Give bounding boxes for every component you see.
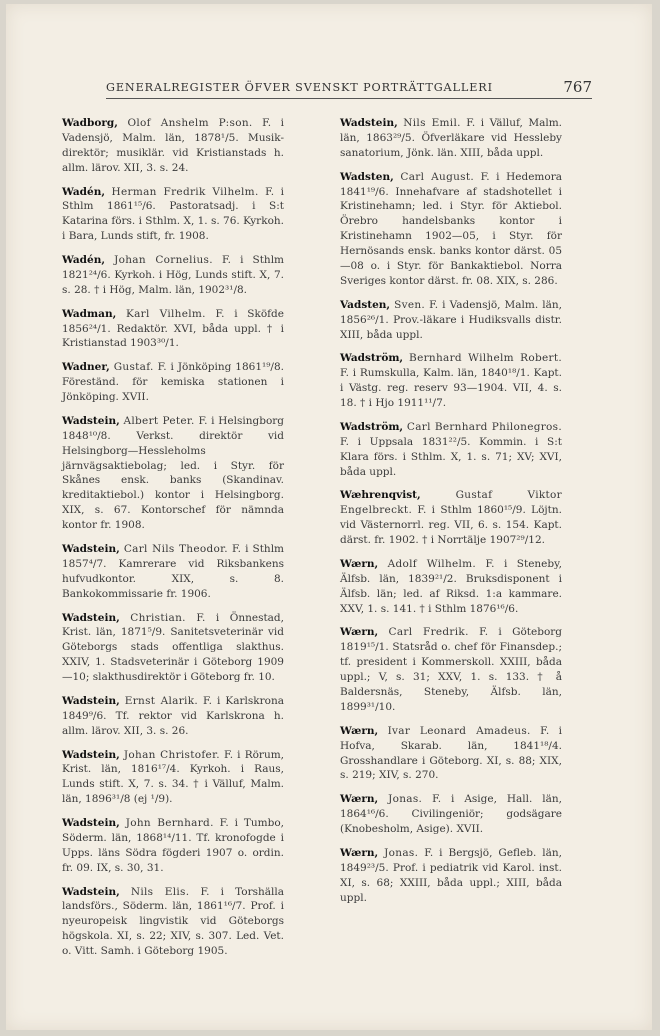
entry-details: F. i Vadensjö, Malm. län, 1856²⁶/1. Prov.-läkare i Hudiksvalls distr. XIII, båda uppl. xyxy=(340,298,562,341)
entry-details: F. i Sköfde 1856²⁴/1. Redaktör. XVI, båda uppl. † i Kristianstad 1903³⁰/1. xyxy=(62,307,284,350)
entry-given-names: Johan Cornelius. xyxy=(114,254,213,267)
register-entry xyxy=(62,360,284,405)
entry-surname: Wadman, xyxy=(62,307,117,320)
entry-details: F. i Välluf, Malm. län, 1863²⁹/5. Öfverläkare vid Hessleby sanatorium, Jönk. län. XIII, båda uppl. xyxy=(340,117,563,159)
register-entry xyxy=(62,185,284,245)
register-entry xyxy=(340,625,562,714)
register-entry xyxy=(340,116,562,161)
entry-surname: Wadstein, xyxy=(62,748,120,761)
entry-given-names: Adolf Wilhelm. xyxy=(387,557,477,570)
entry-details: F. i Asige, Hall. län, 1864¹⁶/6. Civilingeniör; godsägare (Knobesholm, Asige). XVII. xyxy=(340,793,562,836)
entry-given-names: Christian. xyxy=(130,611,186,624)
entry-details: F. i Karlskrona 1849⁹/6. Tf. rektor vid Karlskrona h. allm. lärov. XII, 3. s. 26. xyxy=(62,694,284,737)
register-entry xyxy=(340,170,562,289)
register-entry xyxy=(62,414,284,533)
entry-details: F. i Rörum, Krist. län, 1816¹⁷/4. Kyrkoh. i Raus, Lunds stift. X, 7. s. 34. † i Välluf, Malm. län, 1896³¹/8 (ej ¹/9). xyxy=(62,748,284,806)
entry-surname: Wadström, xyxy=(340,352,404,365)
header-title: GENERALREGISTER ÖFVER SVENSKT PORTRÄTTGALLERI xyxy=(106,81,493,94)
entry-surname: Wadstein, xyxy=(62,817,120,830)
entry-surname: Vadsten, xyxy=(340,298,391,311)
register-entry xyxy=(62,748,284,808)
register-entry xyxy=(340,298,562,343)
entry-surname: Wadstein, xyxy=(62,611,120,624)
entry-given-names: Ivar Leonard Amadeus. xyxy=(387,724,531,737)
entry-details: F. i Tumbo, Söderm. län, 1868¹⁴/11. Tf. kronofogde i Upps. läns Södra fögderi 1907 o. ordin. fr. 09. IX, s. 30, 31. xyxy=(62,817,285,874)
entry-details: F. i Steneby, Älfsb. län, 1839²¹/2. Bruksdisponent i Älfsb. län; led. af Riksd. 1:a kammare. XXV, 1. s. 141. † i Sthlm 1876¹⁶/6. xyxy=(340,557,562,615)
entry-given-names: Carl Fredrik. xyxy=(388,626,469,639)
register-entry xyxy=(340,846,562,906)
entry-surname: Wadström, xyxy=(340,420,404,433)
register-entry xyxy=(340,792,562,837)
entry-given-names: John Bernhard. xyxy=(125,817,214,830)
register-entry xyxy=(62,307,284,352)
register-entry xyxy=(62,611,284,686)
register-entry xyxy=(340,351,562,411)
entry-given-names: Nils Emil. xyxy=(403,117,461,129)
register-entry xyxy=(340,557,562,617)
entry-surname: Wærn, xyxy=(340,793,379,806)
entry-details: F. i Önnestad, Krist. län, 1871⁵/9. Sanitetsveterinär vid Göteborgs stads offentliga slakthus. XXIV, 1. Stadsveterinär i Göteborg 1909—10; slakthusdirektör i Göteborg fr. 10. xyxy=(62,611,284,684)
entry-surname: Wadner, xyxy=(62,361,110,374)
entry-details: F. i Hedemora 1841¹⁹/6. Innehafvare af stadshotellet i Kristinehamn; led. i Styr. för Aktiebol. Örebro handelsbanks kontor i Kristinehamn 1902—05, i Styr. för Hernösands ensk. banks kontor därst. 05—08 o. i Styr. för Bankaktiebol. Norra Sveriges kontor därst. fr. 08. XIX, s. 286. xyxy=(340,170,562,287)
entry-surname: Wadstein, xyxy=(62,414,120,427)
entry-details: F. i Sthlm 1857⁴/7. Kamrerare vid Riksbankens hufvudkontor. XIX, s. 8. Bankokommissarie fr. 1906. xyxy=(62,543,285,600)
entry-surname: Wadén, xyxy=(62,254,105,267)
running-header xyxy=(106,74,592,99)
entry-details: F. i Sthlm 1861¹⁵/6. Pastoratsadj. i S:t Katarina förs. i Sthlm. X, 1. s. 76. Kyrkoh. i Bara, Lunds stift, fr. 1908. xyxy=(62,185,284,243)
register-entry xyxy=(62,253,284,298)
entry-details: F. i Torshälla landsförs., Söderm. län, 1861¹⁶/7. Prof. i nyeuropeisk lingvistik vid Göteborgs högskola. XI, s. 22; XIV, s. 307. Led. Vet. o. Vitt. Samh. i Göteborg 1905. xyxy=(62,885,285,958)
entry-surname: Wærn, xyxy=(340,846,379,859)
entry-given-names: Herman Fredrik Vilhelm. xyxy=(111,185,259,198)
entry-details: F. i Jönköping 1861¹⁹/8. Föreständ. för kemiska stationen i Jönköping. XVII. xyxy=(62,361,284,404)
entry-surname: Wadstein, xyxy=(340,117,398,129)
entry-surname: Wærn, xyxy=(340,557,379,570)
register-entry xyxy=(62,816,284,876)
entry-given-names: Karl Vilhelm. xyxy=(125,307,206,320)
entry-surname: Wadsten, xyxy=(340,170,394,183)
entry-details: F. i Göteborg 1819¹⁵/1. Statsråd o. chef för Finansdep.; tf. president i Kommerskoll. XXIII, båda uppl.; V, s. 31; XXV, 1. s. 133. † å Baldersnäs, Steneby, Älfsb. län, 1899³¹/10. xyxy=(340,626,563,713)
entry-surname: Wærn, xyxy=(340,626,379,639)
left-column xyxy=(62,116,284,968)
page-number: 767 xyxy=(563,78,592,96)
entry-surname: Wadstein, xyxy=(62,885,120,898)
entry-given-names: Johan Christofer. xyxy=(123,748,220,761)
entry-details: F. i Sthlm 1860¹⁵/9. Löjtn. vid Västernorrl. reg. VII, 6. s. 154. Kapt. därst. fr. 1902. † i Norrtälje 1907²⁹/12. xyxy=(340,504,562,547)
entry-given-names: Carl Nils Theodor. xyxy=(123,543,228,555)
entry-details: F. i Hofva, Skarab. län, 1841¹⁸/4. Grosshandlare i Göteborg. XI, s. 88; XIX, s. 219; XIV, s. 270. xyxy=(340,724,562,782)
register-entry xyxy=(62,694,284,739)
right-column xyxy=(340,116,562,914)
register-entry xyxy=(62,542,284,602)
entry-given-names: Ernst Alarik. xyxy=(124,694,199,707)
entry-surname: Wadborg, xyxy=(62,117,118,129)
register-entry xyxy=(62,116,284,176)
entry-given-names: Nils Elis. xyxy=(130,885,190,898)
register-entry xyxy=(340,420,562,480)
entry-given-names: Jonas. xyxy=(384,846,419,859)
entry-surname: Wadén, xyxy=(62,185,105,198)
entry-given-names: Olof Anshelm P:son. xyxy=(127,117,253,129)
entry-surname: Wæhrenqvist, xyxy=(340,489,421,502)
entry-given-names: Carl Bernhard Philonegros. xyxy=(406,420,562,433)
entry-surname: Wærn, xyxy=(340,724,379,737)
entry-details: F. i Bergsjö, Gefleb. län, 1849²³/5. Prof. i pediatrik vid Karol. inst. XI, s. 68; XXIII, båda uppl.; XIII, båda uppl. xyxy=(340,846,563,904)
entry-details: F. i Rumskulla, Kalm. län, 1840¹⁸/1. Kapt. i Västg. reg. reserv 93—1904. VII, 4. s. 18. † i Hjo 1911¹¹/7. xyxy=(340,367,562,410)
entry-given-names: Albert Peter. xyxy=(123,414,195,427)
entry-details: F. i Sthlm 1821²⁴/6. Kyrkoh. i Hög, Lunds stift. X, 7. s. 28. † i Hög, Malm. län, 1902³¹/8. xyxy=(62,254,285,296)
entry-given-names: Gustaf Viktor Engelbreckt. xyxy=(340,489,563,517)
entry-given-names: Jonas. xyxy=(388,793,423,806)
entry-surname: Wadstein, xyxy=(62,543,120,555)
entry-details: F. i Vadensjö, Malm. län, 1878¹/5. Musik-direktör; musiklär. vid Kristianstads h. allm. lärov. XII, 3. s. 24. xyxy=(62,117,284,174)
entry-details: F. i Helsingborg 1848¹⁰/8. Verkst. direktör vid Helsingborg—Hessleholms järnvägsaktiebolag; led. i Styr. för Skånes ensk. banks (Skandinav. kreditaktiebol.) kontor i Helsingborg. XIX, s. 67. Kontorschef för nämnda kontor fr. 1908. xyxy=(62,414,285,532)
entry-given-names: Carl August. xyxy=(400,170,474,183)
entry-given-names: Sven. xyxy=(394,298,426,311)
entry-given-names: Gustaf. xyxy=(113,361,154,374)
entry-given-names: Bernhard Wilhelm Robert. xyxy=(409,352,562,365)
register-entry xyxy=(340,724,562,784)
entry-surname: Wadstein, xyxy=(62,694,120,707)
register-entry xyxy=(62,885,284,960)
entry-details: F. i Uppsala 1831²²/5. Kommin. i S:t Klara förs. i Sthlm. X, 1. s. 71; XV; XVI, båda uppl. xyxy=(340,435,562,478)
register-entry xyxy=(340,488,562,548)
